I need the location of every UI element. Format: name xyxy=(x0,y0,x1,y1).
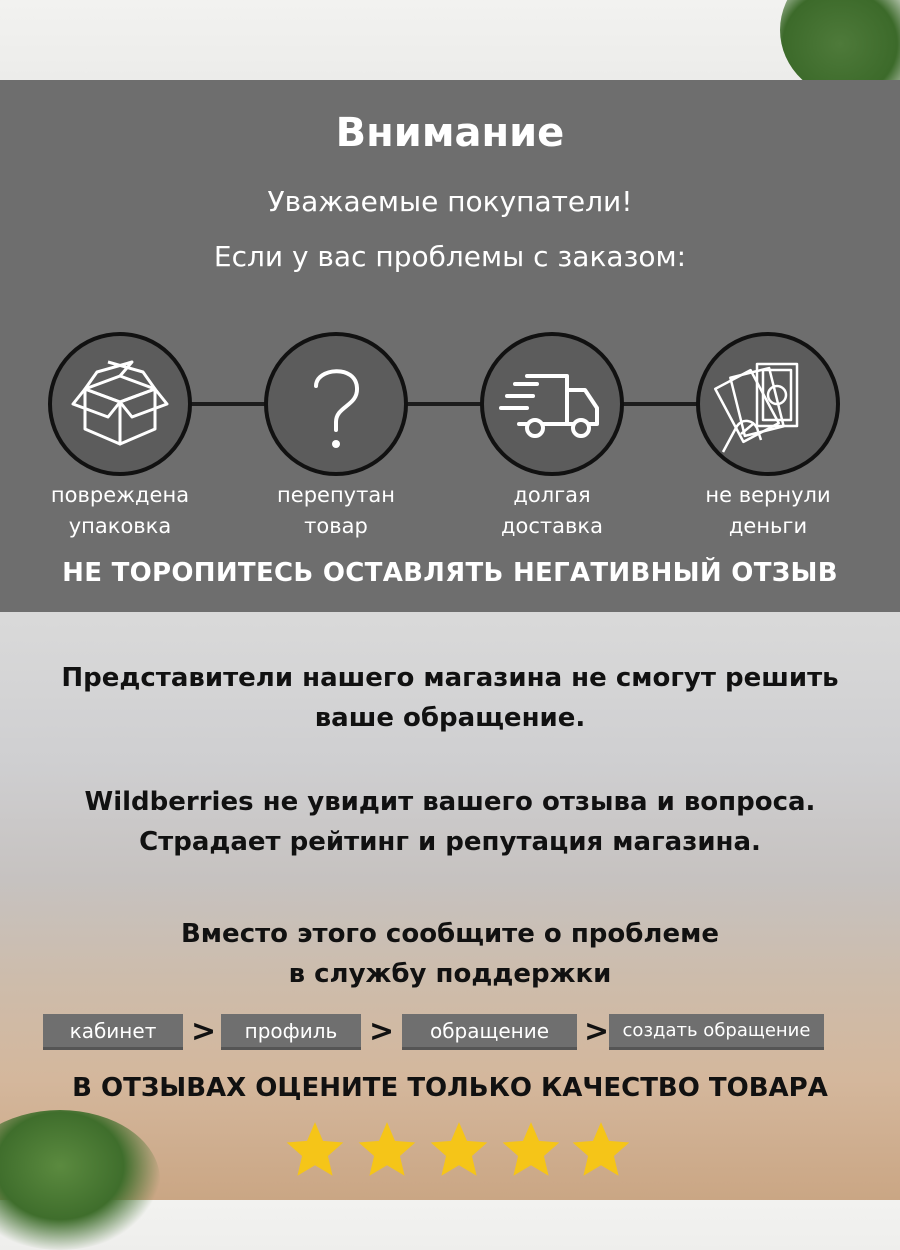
question-mark-icon xyxy=(281,354,391,454)
money-icon-circle xyxy=(696,332,840,476)
support-instruction-line1: Вместо этого сообщите о проблеме xyxy=(180,919,719,949)
problem-caption-wrong-item xyxy=(241,480,431,542)
caption-line: доставка xyxy=(501,514,603,538)
rate-product-quality-text: В ОТЗЫВАХ ОЦЕНИТЕ ТОЛЬКО КАЧЕСТВО ТОВАРА xyxy=(72,1073,828,1103)
five-star-rating xyxy=(0,1118,900,1184)
star-icon xyxy=(496,1118,566,1184)
step-profile: профиль xyxy=(221,1014,361,1050)
box-icon-circle xyxy=(48,332,192,476)
wildberries-note-line2: Страдает рейтинг и репутация магазина. xyxy=(139,827,761,857)
caption-line: перепутан xyxy=(277,483,395,507)
greeting-text: Уважаемые покупатели! xyxy=(267,185,633,218)
attention-title: Внимание xyxy=(335,110,565,156)
problem-caption-damaged xyxy=(25,480,215,542)
delivery-truck-icon xyxy=(497,354,607,454)
problem-intro-text: Если у вас проблемы с заказом: xyxy=(213,240,687,273)
money-hand-icon xyxy=(713,354,823,454)
problem-caption-long-delivery xyxy=(457,480,647,542)
step-cabinet: кабинет xyxy=(43,1014,183,1050)
store-cannot-help-line1: Представители нашего магазина не смогут решить xyxy=(61,663,839,693)
caption-line: не вернули xyxy=(705,483,831,507)
circles-connector-line xyxy=(120,402,780,406)
question-icon-circle xyxy=(264,332,408,476)
caption-line: долгая xyxy=(513,483,591,507)
star-icon xyxy=(280,1118,350,1184)
step-arrow: > xyxy=(369,1014,395,1049)
support-instruction-line2: в службу поддержки xyxy=(288,959,612,989)
step-create-request: создать обращение xyxy=(609,1014,824,1050)
wildberries-note-line1: Wildberries не увидит вашего отзыва и вопроса. xyxy=(84,787,816,817)
attention-panel xyxy=(0,80,900,612)
caption-line: повреждена xyxy=(50,483,190,507)
negative-review-warning: НЕ ТОРОПИТЕСЬ ОСТАВЛЯТЬ НЕГАТИВНЫЙ ОТЗЫВ xyxy=(62,558,838,588)
star-icon xyxy=(352,1118,422,1184)
caption-line: упаковка xyxy=(68,514,172,538)
star-icon xyxy=(424,1118,494,1184)
step-arrow: > xyxy=(191,1014,217,1049)
step-arrow: > xyxy=(584,1014,610,1049)
caption-line: товар xyxy=(304,514,368,538)
star-icon xyxy=(566,1118,636,1184)
problem-caption-no-refund xyxy=(673,480,863,542)
store-cannot-help-line2: ваше обращение. xyxy=(314,703,586,733)
caption-line: деньги xyxy=(728,514,808,538)
truck-icon-circle xyxy=(480,332,624,476)
step-request: обращение xyxy=(402,1014,577,1050)
box-icon xyxy=(65,354,175,454)
